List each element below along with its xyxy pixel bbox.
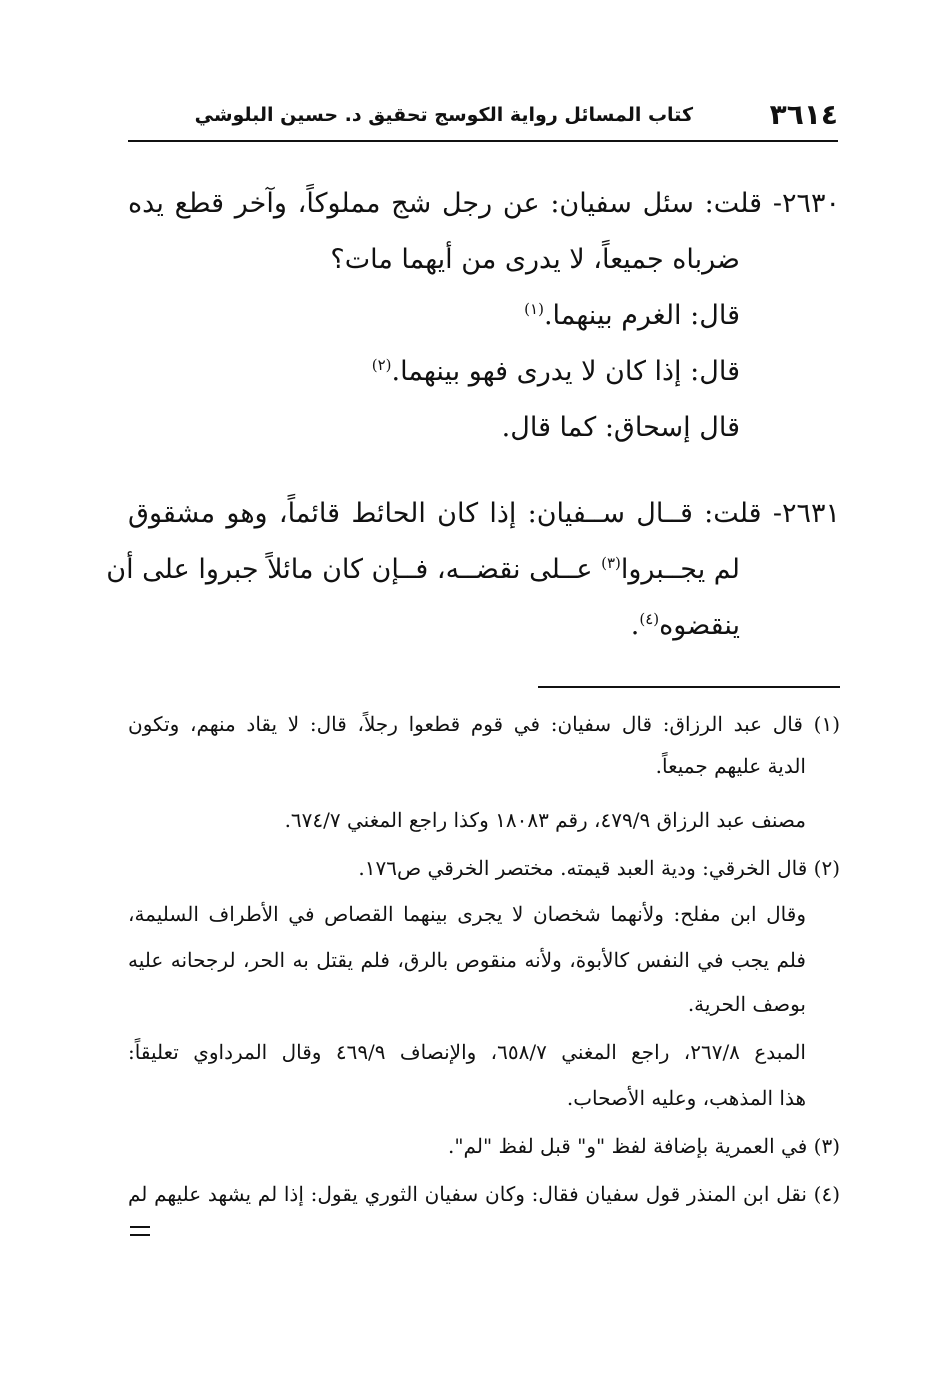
footnote-marker[interactable]: (٤) xyxy=(639,610,660,628)
entry-line: ٢٦٣٠- قلت: سئل سفيان: عن رجل شج مملوكاً، وآخر قطع يده xyxy=(128,188,840,219)
continuation-mark xyxy=(130,1226,150,1236)
entry-line: قال: إذا كان لا يدرى فهو بينهما.$^{(٢)}$ xyxy=(371,356,740,387)
footnote-line: مصنف عبد الرزاق ٤٧٩/٩، رقم ١٨٠٨٣ وكذا راجع المغني ٦٧٤/٧. xyxy=(284,808,806,832)
entry-line: قال إسحاق: كما قال. xyxy=(501,412,740,443)
footnote-line: هذا المذهب، وعليه الأصحاب. xyxy=(566,1086,806,1110)
entry-line: ضرباه جميعاً، لا يدرى من أيهما مات؟ xyxy=(330,244,740,275)
running-header xyxy=(128,96,838,142)
footnote-line: الدية عليهم جميعاً. xyxy=(655,754,806,778)
footnote-line: بوصف الحرية. xyxy=(687,992,806,1016)
footnote-marker[interactable]: (١) xyxy=(524,300,544,318)
book-title: كتاب المسائل رواية الكوسج تحقيق د. حسين البلوشي xyxy=(194,104,693,126)
entry-line: ينقضوه$^{(٤)}$. xyxy=(630,610,740,641)
entry-line: قال: الغرم بينهما.$^{(١)}$ xyxy=(524,300,740,331)
page-number: ٣٦١٤ xyxy=(769,98,838,131)
footnote-line: (١) قال عبد الرزاق: قال سفيان: في قوم قطعوا رجلاً، قال: لا يقاد منهم، وتكون xyxy=(128,712,840,736)
footnote-line: (٣) في العمرية بإضافة لفظ "و" قبل لفظ "لم". xyxy=(447,1134,840,1158)
footnote-line: فلم يجب في النفس كالأبوة، ولأنه منقوص بالرق، فلم يقتل به الحر، لرجحانه عليه xyxy=(128,948,806,972)
entry-line: ٢٦٣١- قلت: قــال ســفيان: إذا كان الحائط قائماً، وهو مشقوق xyxy=(128,498,840,529)
entry-number: ٢٦٣٠- xyxy=(772,188,840,219)
footnote-marker[interactable]: (٢) xyxy=(371,356,392,374)
footnote-line: المبدع ٢٦٧/٨، راجع المغني ٦٥٨/٧، والإنصاف ٤٦٩/٩ وقال المرداوي تعليقاً: xyxy=(128,1040,806,1064)
entry-line: لم يجــبروا$^{(٣)}$ عــلى نقضــه، فــإن كان مائلاً جبروا على أن xyxy=(106,554,740,585)
footnote-line: (٢) قال الخرقي: ودية العبد قيمته. مختصر الخرقي ص١٧٦. xyxy=(358,856,840,880)
footnote-marker[interactable]: (٣) xyxy=(601,554,621,572)
footnote-line: وقال ابن مفلح: ولأنهما شخصان لا يجرى بينهما القصاص في الأطراف السليمة، xyxy=(128,902,806,926)
entry-number: ٢٦٣١- xyxy=(772,498,840,529)
footnote-separator xyxy=(538,686,840,688)
footnote-line: (٤) نقل ابن المنذر قول سفيان فقال: وكان سفيان الثوري يقول: إذا لم يشهد عليهم لم xyxy=(128,1182,840,1206)
